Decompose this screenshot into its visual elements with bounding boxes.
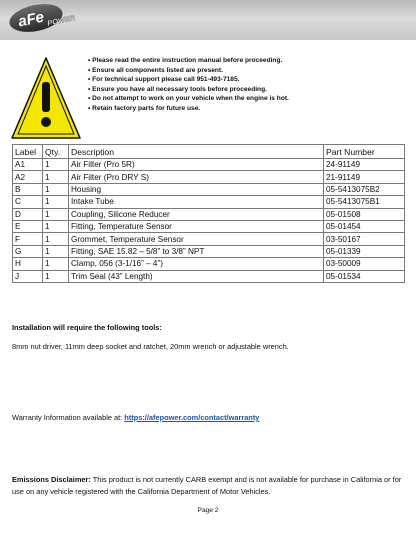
cell-part-number: 05-01534 bbox=[324, 270, 405, 282]
warning-item: • For technical support please call 951-493-7185. bbox=[88, 75, 289, 85]
cell-part-number: 05-5413075B2 bbox=[324, 183, 405, 195]
table-row bbox=[13, 233, 405, 245]
cell-qty: 1 bbox=[43, 233, 69, 245]
cell-qty: 1 bbox=[43, 258, 69, 270]
table-row bbox=[13, 183, 405, 195]
page-number: Page 2 bbox=[197, 507, 219, 514]
cell-label: D bbox=[13, 208, 43, 220]
tools-list-text: 8mm nut driver, 11mm deep socket and ratchet, 20mm wrench or adjustable wrench. bbox=[12, 342, 289, 351]
svg-text:POWER: POWER bbox=[46, 12, 77, 28]
emissions-disclaimer bbox=[12, 474, 404, 497]
cell-label: F bbox=[13, 233, 43, 245]
header-description: Description bbox=[69, 145, 324, 159]
warning-item: • Please read the entire instruction manual before proceeding. bbox=[88, 56, 289, 66]
cell-part-number: 03-50009 bbox=[324, 258, 405, 270]
cell-label: E bbox=[13, 220, 43, 232]
cell-qty: 1 bbox=[43, 183, 69, 195]
cell-part-number: 05-01508 bbox=[324, 208, 405, 220]
table-row bbox=[13, 245, 405, 257]
table-row bbox=[13, 258, 405, 270]
header-part-number: Part Number bbox=[324, 145, 405, 159]
cell-label: C bbox=[13, 196, 43, 208]
cell-description: Air Filter (Pro DRY S) bbox=[69, 171, 324, 183]
table-row bbox=[13, 171, 405, 183]
cell-description: Coupling, Silicone Reducer bbox=[69, 208, 324, 220]
table-row bbox=[13, 159, 405, 171]
warning-item: • Ensure you have all necessary tools before proceeding. bbox=[88, 85, 289, 95]
cell-part-number: 03-50167 bbox=[324, 233, 405, 245]
table-row bbox=[13, 196, 405, 208]
cell-part-number: 05-01339 bbox=[324, 245, 405, 257]
cell-qty: 1 bbox=[43, 220, 69, 232]
emissions-text: This product is not currently CARB exempt and is not available for purchase in California or for use on any vehicle registered with the California Department of Motor Vehicles. bbox=[12, 475, 402, 496]
cell-description: Grommet, Temperature Sensor bbox=[69, 233, 324, 245]
cell-label: A2 bbox=[13, 171, 43, 183]
cell-qty: 1 bbox=[43, 245, 69, 257]
cell-qty: 1 bbox=[43, 159, 69, 171]
cell-label: G bbox=[13, 245, 43, 257]
cell-part-number: 05-5413075B1 bbox=[324, 196, 405, 208]
cell-label: J bbox=[13, 270, 43, 282]
cell-qty: 1 bbox=[43, 270, 69, 282]
cell-label: H bbox=[13, 258, 43, 270]
tools-title: Installation will require the following tools: bbox=[12, 323, 162, 332]
cell-description: Air Filter (Pro 5R) bbox=[69, 159, 324, 171]
table-header-row bbox=[13, 145, 405, 159]
cell-description: Trim Seal (43” Length) bbox=[69, 270, 324, 282]
header-label: Label bbox=[13, 145, 43, 159]
afe-power-logo bbox=[8, 3, 80, 33]
warranty-label: Warranty Information available at: bbox=[12, 413, 125, 422]
emissions-label: Emissions Disclaimer: bbox=[12, 475, 91, 484]
table-row bbox=[13, 208, 405, 220]
cell-part-number: 05-01454 bbox=[324, 220, 405, 232]
table-row bbox=[13, 270, 405, 282]
cell-part-number: 24-91149 bbox=[324, 159, 405, 171]
header-band bbox=[0, 0, 416, 40]
table-row bbox=[13, 220, 405, 232]
warranty-line bbox=[12, 413, 259, 422]
warning-list bbox=[88, 56, 289, 114]
cell-description: Clamp, 056 (3-1/16” – 4”) bbox=[69, 258, 324, 270]
parts-table bbox=[12, 144, 405, 283]
warning-triangle-icon bbox=[10, 56, 82, 140]
warranty-link[interactable]: https://afepower.com/contact/warranty bbox=[124, 413, 260, 422]
warning-item: • Do not attempt to work on your vehicle when the engine is hot. bbox=[88, 94, 289, 104]
cell-qty: 1 bbox=[43, 171, 69, 183]
cell-part-number: 21-91149 bbox=[324, 171, 405, 183]
header-qty: Qty. bbox=[43, 145, 69, 159]
cell-description: Housing bbox=[69, 183, 324, 195]
warning-item: • Retain factory parts for future use. bbox=[88, 104, 289, 114]
warning-item: • Ensure all components listed are present. bbox=[88, 66, 289, 76]
cell-label: B bbox=[13, 183, 43, 195]
cell-description: Intake Tube bbox=[69, 196, 324, 208]
cell-description: Fitting, SAE 15.82 – 5/8” to 3/8” NPT bbox=[69, 245, 324, 257]
cell-description: Fitting, Temperature Sensor bbox=[69, 220, 324, 232]
cell-qty: 1 bbox=[43, 208, 69, 220]
cell-label: A1 bbox=[13, 159, 43, 171]
cell-qty: 1 bbox=[43, 196, 69, 208]
svg-text:aFe: aFe bbox=[16, 8, 46, 31]
